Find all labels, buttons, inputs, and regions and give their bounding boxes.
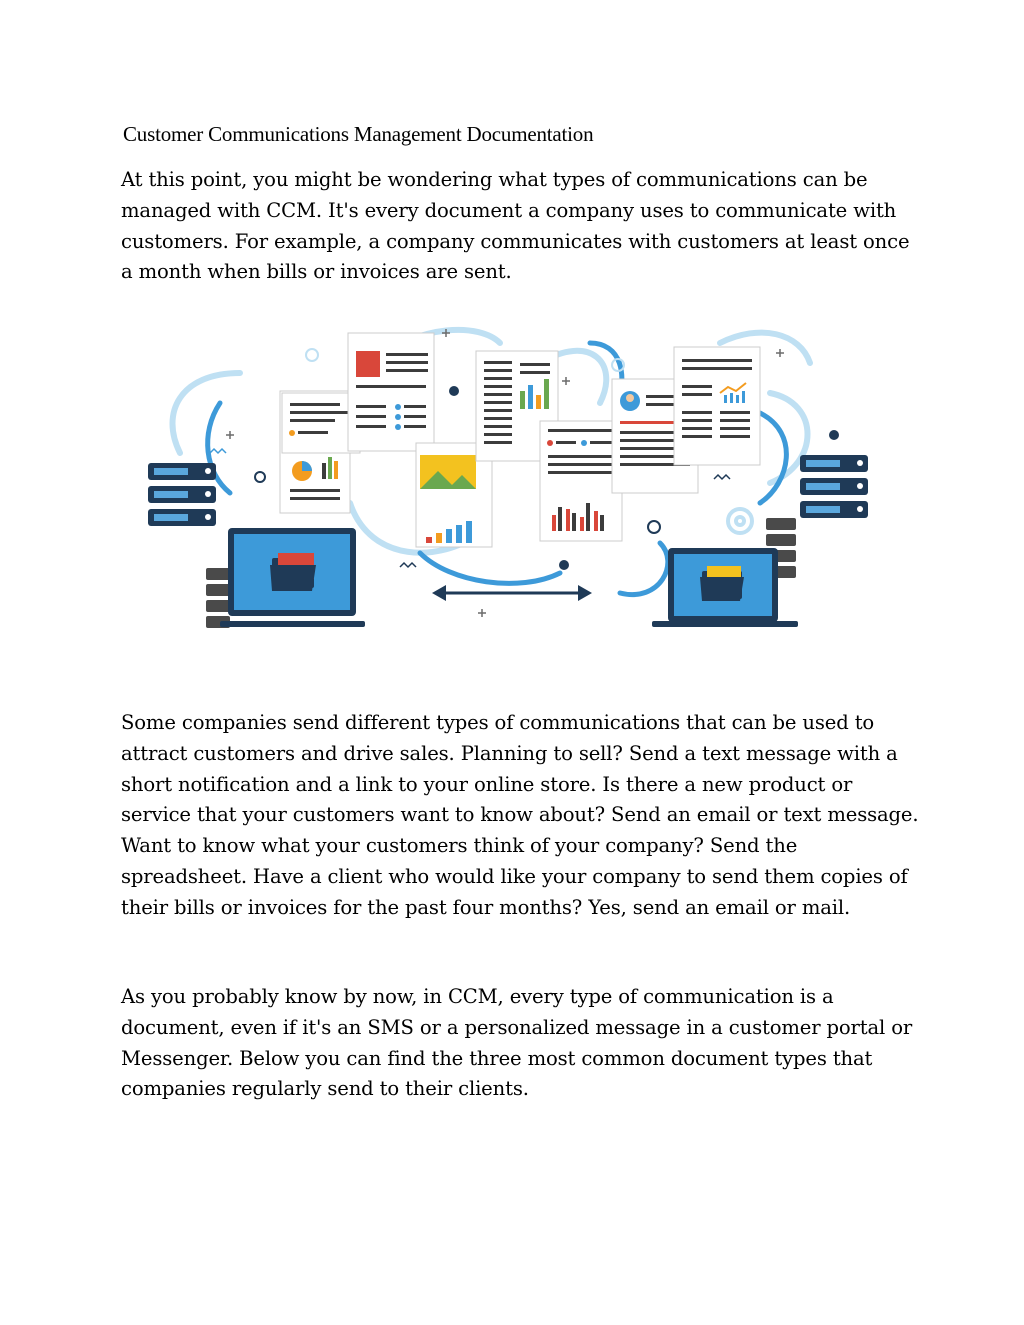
paragraph-document-types: As you probably know by now, in CCM, every type of communication is a document, even if it's an SMS or a personalized message in a customer portal or Messenger. Below you can find the three most common document types that companies regularly send to their clients. (121, 985, 913, 1101)
document-icon (674, 347, 760, 465)
paragraph-intro: At this point, you might be wondering what types of communications can be managed with CCM. It's every document a company uses to communicate with customers. For example, a company communicates with customers at least once a month when bills or invoices are sent. (121, 168, 910, 284)
folder-icon (270, 553, 316, 591)
folder-icon (700, 566, 744, 601)
paragraph-communication-types: Some companies send different types of communications that can be used to attract customers and drive sales. Planning to sell? Send a text message with a short notification and a link to your online store. Is there a new product or service that your customers want to know about? Send an email or text message. Want to know what your customers think of your company? Send the spreadsheet. Have a client who would like your company to send them copies of their bills or invoices for the past four months? Yes, send an email or mail. (121, 711, 919, 919)
document-icon (348, 333, 434, 451)
server-rack-icon (800, 455, 868, 518)
double-arrow-icon (432, 585, 592, 601)
gear-icon (728, 509, 752, 533)
document-icon (540, 421, 622, 541)
laptop-icon (652, 548, 798, 627)
server-rack-icon (148, 463, 216, 526)
laptop-icon (220, 528, 365, 627)
ccm-illustration (120, 303, 904, 645)
document-title: Customer Communications Management Documentation (123, 122, 594, 146)
